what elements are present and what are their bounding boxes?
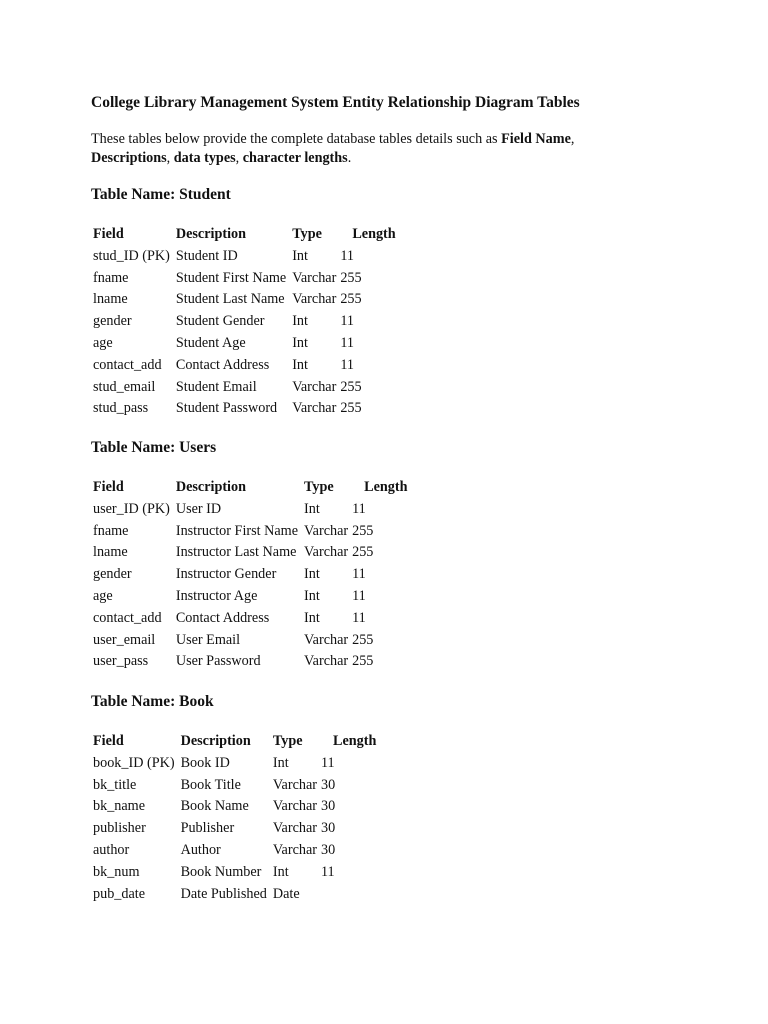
cell-field: user_email (93, 631, 156, 648)
cell-type: Int (272, 754, 289, 771)
cell-type: Int (304, 587, 320, 604)
cell-length: 255 (340, 291, 362, 308)
cell-description: Contact Address (175, 356, 270, 373)
cell-field: bk_name (93, 798, 146, 815)
cell-field: age (93, 587, 113, 604)
table-row (91, 775, 380, 797)
table-header-row (91, 224, 400, 246)
cell-field: author (93, 841, 130, 858)
student-table (91, 224, 400, 420)
column-header-type: Type (292, 226, 322, 242)
cell-field: stud_email (93, 378, 156, 395)
intro-paragraph (91, 130, 581, 168)
cell-field: bk_title (93, 776, 137, 793)
table-row (91, 862, 380, 884)
cell-type: Int (292, 313, 308, 330)
table-row (91, 355, 400, 377)
table-row (91, 840, 380, 862)
table-row (91, 884, 380, 906)
cell-type: Int (292, 334, 308, 351)
cell-description: Book Name (180, 798, 249, 815)
cell-length: 30 (320, 798, 336, 815)
cell-type: Varchar (272, 820, 317, 837)
cell-length: 255 (352, 653, 374, 670)
column-header-description: Description (180, 733, 251, 749)
intro-bold-data-types: data types (173, 150, 236, 166)
cell-length: 11 (340, 334, 354, 351)
cell-field: stud_ID (PK) (93, 247, 170, 264)
table-row (91, 377, 400, 399)
column-header-field: Field (93, 226, 124, 242)
cell-field: gender (93, 313, 132, 330)
cell-description: Student ID (175, 247, 238, 264)
cell-field: stud_pass (93, 400, 149, 417)
cell-type: Varchar (292, 378, 337, 395)
column-header-description: Description (175, 479, 246, 495)
cell-type: Int (292, 247, 308, 264)
intro-end: . (347, 150, 352, 166)
cell-field: contact_add (93, 356, 162, 373)
cell-description: Author (180, 841, 221, 858)
column-header-description: Description (175, 226, 247, 242)
cell-length: 11 (352, 500, 366, 517)
cell-description: Instructor First Name (175, 522, 298, 539)
cell-type: Varchar (292, 291, 337, 308)
cell-length: 11 (340, 356, 354, 373)
column-header-length: Length (352, 226, 396, 242)
intro-bold-descriptions: Descriptions (91, 150, 167, 166)
cell-type: Date (272, 885, 300, 902)
intro-separator: , (166, 150, 174, 166)
document-title: College Library Management System Entity Relationship Diagram Tables (91, 94, 580, 111)
table-header-row (91, 477, 411, 499)
table-row (91, 564, 411, 586)
cell-field: fname (93, 269, 129, 286)
cell-description: User ID (175, 500, 222, 517)
cell-description: Contact Address (175, 609, 270, 626)
cell-length: 11 (340, 313, 354, 330)
intro-text: These tables below provide the complete database tables details such as (91, 131, 502, 147)
cell-length: 255 (340, 378, 362, 395)
table-row (91, 818, 380, 840)
cell-type: Varchar (304, 631, 349, 648)
cell-length: 30 (320, 820, 336, 837)
cell-field: lname (93, 544, 128, 561)
column-header-length: Length (332, 733, 377, 749)
cell-description: Date Published (180, 885, 267, 902)
cell-length: 255 (352, 522, 374, 539)
cell-field: publisher (93, 820, 146, 837)
cell-field: age (93, 334, 113, 351)
cell-length: 255 (340, 269, 362, 286)
book-table-heading: Table Name: Book (91, 693, 214, 710)
intro-separator: , (570, 131, 575, 147)
table-row (91, 630, 411, 652)
column-header-field: Field (93, 733, 124, 749)
cell-field: lname (93, 291, 128, 308)
cell-description: User Email (175, 631, 241, 648)
users-table (91, 477, 411, 673)
table-row (91, 753, 380, 775)
cell-length: 255 (340, 400, 362, 417)
users-table-heading: Table Name: Users (91, 439, 217, 456)
cell-description: Student Email (175, 378, 257, 395)
table-row (91, 311, 400, 333)
table-row (91, 796, 380, 818)
cell-description: Student Password (175, 400, 278, 417)
cell-description: Student Last Name (175, 291, 285, 308)
cell-length: 255 (352, 544, 374, 561)
cell-field: bk_num (93, 863, 140, 880)
cell-description: Instructor Age (175, 587, 258, 604)
cell-field: book_ID (PK) (93, 754, 175, 771)
cell-field: fname (93, 522, 129, 539)
cell-length: 11 (320, 863, 335, 880)
cell-type: Varchar (272, 798, 317, 815)
cell-type: Varchar (304, 522, 349, 539)
cell-type: Int (304, 609, 320, 626)
cell-type: Varchar (292, 400, 337, 417)
table-row (91, 542, 411, 564)
cell-length: 11 (352, 609, 366, 626)
cell-description: Book ID (180, 754, 230, 771)
cell-length: 11 (340, 247, 354, 264)
cell-description: Publisher (180, 820, 235, 837)
table-row (91, 246, 400, 268)
column-header-type: Type (304, 479, 334, 495)
intro-bold-field-name: Field Name (501, 131, 571, 147)
cell-length: 11 (320, 754, 335, 771)
intro-separator: , (235, 150, 243, 166)
cell-type: Varchar (292, 269, 337, 286)
cell-field: pub_date (93, 885, 146, 902)
student-table-heading: Table Name: Student (91, 186, 231, 203)
table-row (91, 608, 411, 630)
cell-field: user_pass (93, 653, 149, 670)
column-header-type: Type (272, 733, 303, 749)
table-row (91, 268, 400, 290)
table-row (91, 333, 400, 355)
cell-type: Int (272, 863, 289, 880)
cell-field: user_ID (PK) (93, 500, 170, 517)
cell-field: contact_add (93, 609, 162, 626)
intro-bold-character-lengths: character lengths (242, 150, 348, 166)
cell-description: Student Age (175, 334, 246, 351)
cell-description: Book Number (180, 863, 262, 880)
cell-length: 255 (352, 631, 374, 648)
table-row (91, 289, 400, 311)
cell-length (321, 884, 380, 906)
table-header-row (91, 731, 380, 753)
cell-length: 30 (320, 776, 336, 793)
cell-field: gender (93, 566, 132, 583)
table-row (91, 398, 400, 420)
cell-type: Int (304, 500, 320, 517)
cell-description: Student First Name (175, 269, 287, 286)
cell-type: Int (292, 356, 308, 373)
cell-description: Instructor Last Name (175, 544, 297, 561)
cell-type: Int (304, 566, 320, 583)
table-row (91, 586, 411, 608)
cell-length: 11 (352, 587, 366, 604)
book-table (91, 731, 380, 905)
cell-description: Instructor Gender (175, 566, 277, 583)
column-header-field: Field (93, 479, 124, 495)
cell-type: Varchar (272, 841, 317, 858)
cell-description: Book Title (180, 776, 241, 793)
table-row (91, 521, 411, 543)
cell-length: 11 (352, 566, 366, 583)
cell-type: Varchar (304, 653, 349, 670)
table-row (91, 651, 411, 673)
column-header-length: Length (364, 479, 408, 495)
cell-description: User Password (175, 653, 261, 670)
cell-length: 30 (320, 841, 336, 858)
cell-type: Varchar (272, 776, 317, 793)
table-row (91, 499, 411, 521)
cell-description: Student Gender (175, 313, 265, 330)
cell-type: Varchar (304, 544, 349, 561)
